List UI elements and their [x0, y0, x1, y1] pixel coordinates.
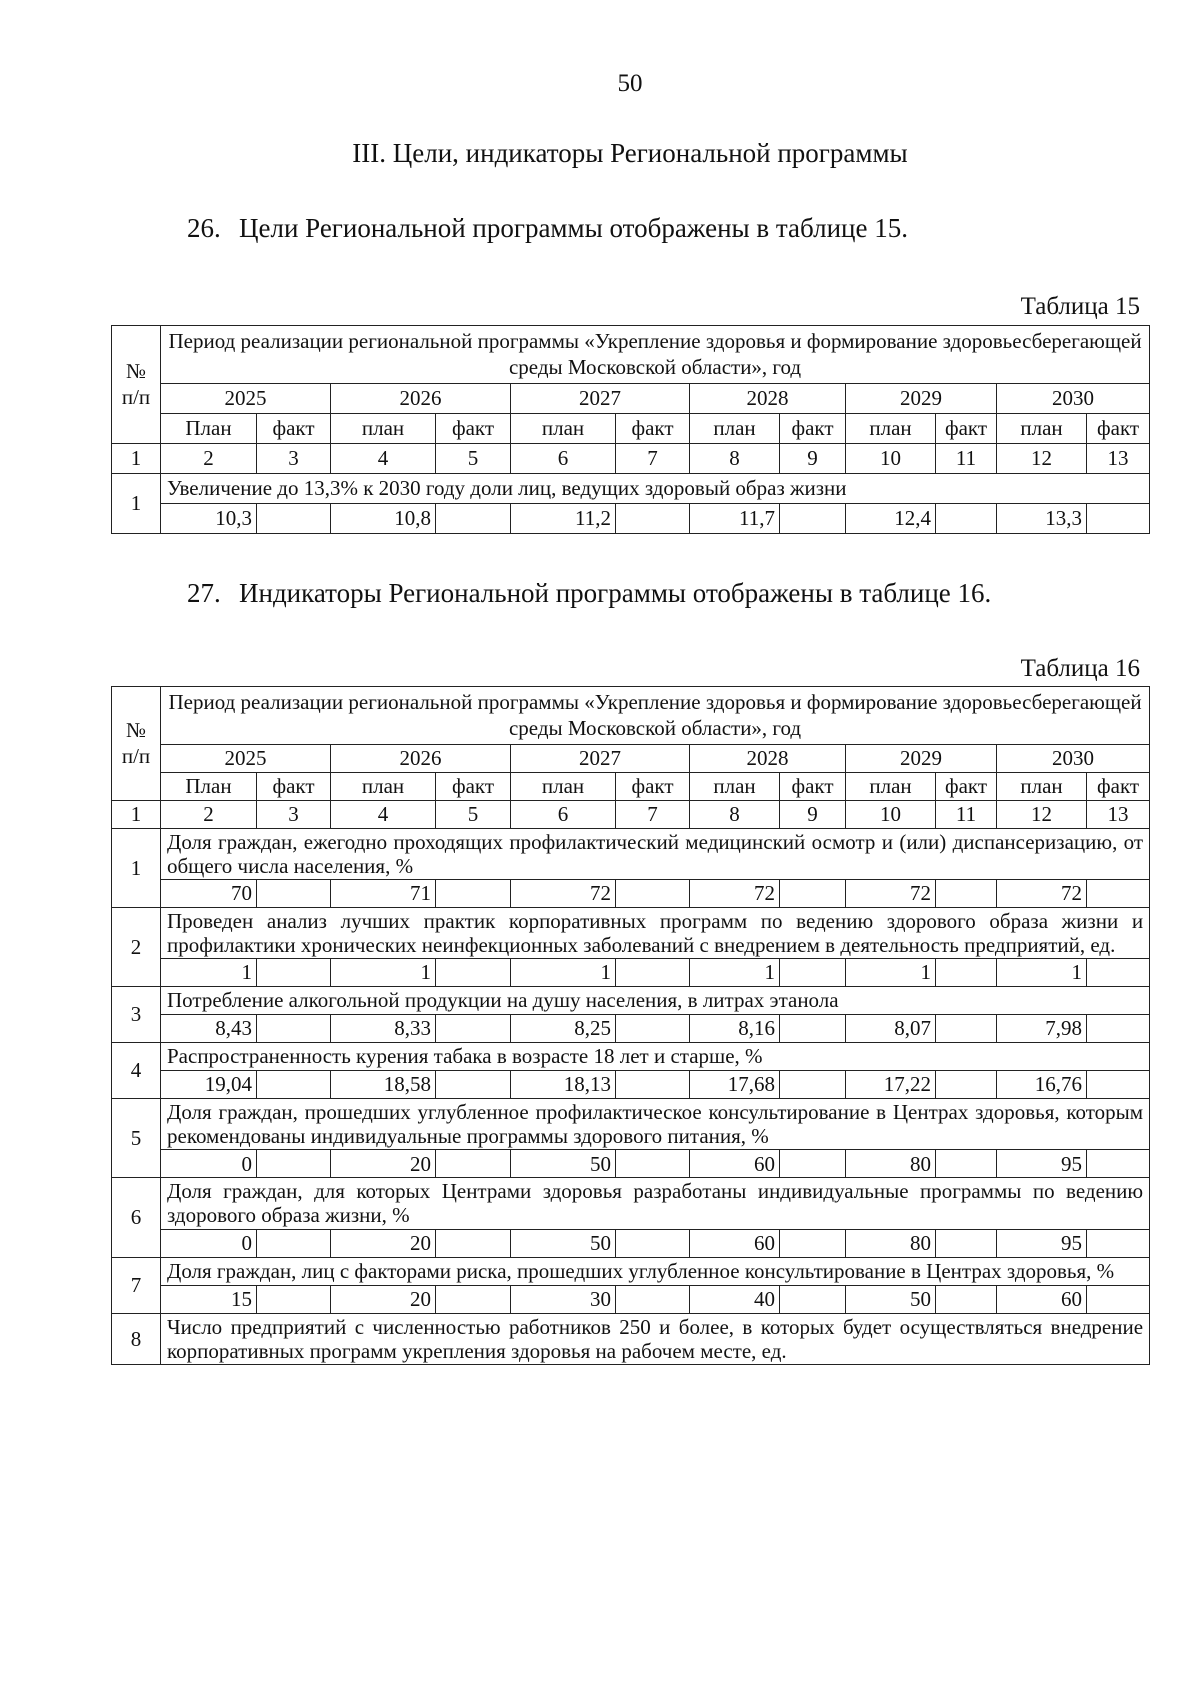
value-cell: 60: [997, 1285, 1087, 1313]
value-cell: [936, 959, 997, 987]
paragraph-number: 27.: [187, 578, 221, 608]
value-cell: [257, 879, 331, 907]
plan-fact-header: план: [846, 413, 936, 443]
plan-fact-header: факт: [936, 413, 997, 443]
plan-fact-header: факт: [436, 772, 511, 800]
column-number: 12: [997, 443, 1087, 473]
value-cell: 60: [690, 1229, 780, 1257]
value-cell: [780, 1150, 846, 1178]
value-cell: [257, 1071, 331, 1099]
column-number: 8: [690, 443, 780, 473]
plan-fact-header: План: [161, 772, 257, 800]
value-cell: 8,25: [511, 1015, 616, 1043]
value-cell: 10,8: [331, 503, 436, 533]
indicator-text: Число предприятий с численностью работников 250 и более, в которых будет осуществляться внедрение корпоративных программ укрепления здоровья на рабочем месте, ед.: [161, 1313, 1150, 1364]
value-cell: [616, 959, 690, 987]
plan-fact-header: план: [846, 772, 936, 800]
years-row: [112, 744, 1150, 772]
plan-fact-header: план: [690, 772, 780, 800]
row-number: 5: [112, 1099, 161, 1178]
paragraph-27: [187, 578, 991, 609]
value-cell: 72: [511, 879, 616, 907]
value-cell: 7,98: [997, 1015, 1087, 1043]
column-number: 7: [616, 443, 690, 473]
paragraph-text: Цели Региональной программы отображены в таблице 15.: [239, 213, 908, 243]
value-cell: [436, 503, 511, 533]
value-cell: 72: [690, 879, 780, 907]
value-cell: 0: [161, 1229, 257, 1257]
column-number: 2: [161, 800, 257, 828]
plan-fact-header: План: [161, 413, 257, 443]
column-number: 5: [436, 443, 511, 473]
value-cell: [780, 1229, 846, 1257]
value-cell: [1087, 1285, 1150, 1313]
indicator-text: Проведен анализ лучших практик корпоративных программ по ведению здорового образа жизни и профилактики хронических неинфекционных заболеваний с внедрением в деятельность предприятий, ед.: [161, 907, 1150, 958]
value-cell: [436, 1285, 511, 1313]
column-number: 4: [331, 443, 436, 473]
indicator-row: [112, 473, 1150, 503]
header-row: [112, 326, 1150, 384]
value-cell: [936, 503, 997, 533]
value-cell: [1087, 1150, 1150, 1178]
column-number: 3: [257, 443, 331, 473]
column-number: 13: [1087, 800, 1150, 828]
value-cell: [936, 1285, 997, 1313]
period-header: Период реализации региональной программы «Укрепление здоровья и формирование здоровьесберегающей среды Московской области», год: [161, 687, 1150, 745]
column-number: 10: [846, 800, 936, 828]
indicator-text: Потребление алкогольной продукции на душу населения, в литрах этанола: [161, 987, 1150, 1015]
row-number: 8: [112, 1313, 161, 1364]
value-cell: 11,2: [511, 503, 616, 533]
values-row: [112, 1229, 1150, 1257]
year-header: 2030: [997, 383, 1150, 413]
value-cell: 70: [161, 879, 257, 907]
plan-fact-header: план: [511, 413, 616, 443]
value-cell: 0: [161, 1150, 257, 1178]
column-number: 3: [257, 800, 331, 828]
value-cell: 10,3: [161, 503, 257, 533]
value-cell: 8,43: [161, 1015, 257, 1043]
value-cell: [616, 1071, 690, 1099]
row-number: 3: [112, 987, 161, 1043]
plan-fact-header: факт: [780, 772, 846, 800]
value-cell: 17,68: [690, 1071, 780, 1099]
value-cell: [780, 503, 846, 533]
year-header: 2028: [690, 744, 846, 772]
column-number: 6: [511, 443, 616, 473]
value-cell: 20: [331, 1150, 436, 1178]
indicator-text: Доля граждан, для которых Центрами здоровья разработаны индивидуальные программы по ведению здорового образа жизни, %: [161, 1178, 1150, 1229]
year-header: 2029: [846, 383, 997, 413]
column-number: 13: [1087, 443, 1150, 473]
indicator-text: Доля граждан, прошедших углубленное профилактическое консультирование в Центрах здоровья, которым рекомендованы индивидуальные программы здорового питания, %: [161, 1099, 1150, 1150]
value-cell: 15: [161, 1285, 257, 1313]
value-cell: 16,76: [997, 1071, 1087, 1099]
paragraph-text: Индикаторы Региональной программы отображены в таблице 16.: [239, 578, 992, 608]
indicator-row: [112, 1313, 1150, 1364]
value-cell: 8,33: [331, 1015, 436, 1043]
value-cell: 18,13: [511, 1071, 616, 1099]
value-cell: 1: [997, 959, 1087, 987]
plan-fact-header: план: [511, 772, 616, 800]
value-cell: [257, 1229, 331, 1257]
column-number: 12: [997, 800, 1087, 828]
value-cell: 1: [511, 959, 616, 987]
column-number: 2: [161, 443, 257, 473]
plan-fact-header: факт: [257, 772, 331, 800]
value-cell: 71: [331, 879, 436, 907]
value-cell: 12,4: [846, 503, 936, 533]
row-number: 2: [112, 907, 161, 986]
value-cell: [616, 503, 690, 533]
value-cell: 80: [846, 1229, 936, 1257]
values-row: [112, 959, 1150, 987]
indicator-row: [112, 1099, 1150, 1150]
indicator-text: Доля граждан, лиц с факторами риска, прошедших углубленное консультирование в Центрах здоровья, %: [161, 1257, 1150, 1285]
row-number: 7: [112, 1257, 161, 1313]
value-cell: [1087, 503, 1150, 533]
value-cell: [436, 1150, 511, 1178]
period-header: Период реализации региональной программы «Укрепление здоровья и формирование здоровьесберегающей среды Московской области», год: [161, 326, 1150, 384]
row-number: 6: [112, 1178, 161, 1257]
value-cell: [616, 1285, 690, 1313]
plan-fact-header: план: [997, 413, 1087, 443]
table-16: [111, 686, 1150, 1365]
value-cell: [436, 1229, 511, 1257]
value-cell: [936, 1015, 997, 1043]
values-row: [112, 1285, 1150, 1313]
value-cell: 11,7: [690, 503, 780, 533]
plan-fact-header: план: [331, 413, 436, 443]
value-cell: [1087, 959, 1150, 987]
table-16-caption: Таблица 16: [1020, 655, 1140, 682]
indicator-row: [112, 1257, 1150, 1285]
row-number: 4: [112, 1043, 161, 1099]
plan-fact-header: факт: [616, 772, 690, 800]
row-number: 1: [112, 828, 161, 907]
number-header: № п/п: [112, 326, 161, 444]
year-header: 2025: [161, 744, 331, 772]
value-cell: 17,22: [846, 1071, 936, 1099]
value-cell: 1: [690, 959, 780, 987]
value-cell: 1: [331, 959, 436, 987]
value-cell: [257, 959, 331, 987]
value-cell: 50: [511, 1229, 616, 1257]
value-cell: [936, 1150, 997, 1178]
value-cell: 19,04: [161, 1071, 257, 1099]
plan-fact-header: факт: [1087, 772, 1150, 800]
value-cell: [616, 1150, 690, 1178]
year-header: 2027: [511, 383, 690, 413]
value-cell: [257, 1150, 331, 1178]
year-header: 2026: [331, 744, 511, 772]
value-cell: [780, 959, 846, 987]
column-numbers-row: [112, 800, 1150, 828]
table-15-caption: Таблица 15: [1020, 293, 1140, 320]
plan-fact-header: факт: [936, 772, 997, 800]
header-row: [112, 687, 1150, 745]
section-heading: III. Цели, индикаторы Региональной программы: [352, 138, 908, 168]
value-cell: 8,07: [846, 1015, 936, 1043]
value-cell: 72: [846, 879, 936, 907]
column-number: 4: [331, 800, 436, 828]
year-header: 2030: [997, 744, 1150, 772]
value-cell: 95: [997, 1229, 1087, 1257]
value-cell: 1: [846, 959, 936, 987]
value-cell: 50: [511, 1150, 616, 1178]
column-number: 10: [846, 443, 936, 473]
values-row: [112, 1150, 1150, 1178]
plan-fact-row: [112, 772, 1150, 800]
value-cell: 20: [331, 1285, 436, 1313]
column-number: 9: [780, 800, 846, 828]
paragraph-number: 26.: [187, 213, 221, 243]
value-cell: [936, 1229, 997, 1257]
indicator-row: [112, 1178, 1150, 1229]
number-header: № п/п: [112, 687, 161, 801]
value-cell: 18,58: [331, 1071, 436, 1099]
column-numbers-row: [112, 443, 1150, 473]
value-cell: 80: [846, 1150, 936, 1178]
indicator-row: [112, 1043, 1150, 1071]
column-number: 11: [936, 443, 997, 473]
value-cell: 40: [690, 1285, 780, 1313]
value-cell: [436, 1015, 511, 1043]
value-cell: 1: [161, 959, 257, 987]
value-cell: [1087, 1229, 1150, 1257]
indicator-text: Увеличение до 13,3% к 2030 году доли лиц, ведущих здоровый образ жизни: [161, 473, 1150, 503]
column-number: 7: [616, 800, 690, 828]
value-cell: 20: [331, 1229, 436, 1257]
column-number: 1: [112, 800, 161, 828]
value-cell: [257, 1285, 331, 1313]
page-number: 50: [617, 70, 643, 97]
value-cell: 72: [997, 879, 1087, 907]
value-cell: [257, 503, 331, 533]
plan-fact-row: [112, 413, 1150, 443]
row-number: 1: [112, 473, 161, 533]
paragraph-26: [187, 213, 908, 244]
value-cell: 95: [997, 1150, 1087, 1178]
plan-fact-header: факт: [1087, 413, 1150, 443]
year-header: 2026: [331, 383, 511, 413]
values-row: [112, 879, 1150, 907]
value-cell: 30: [511, 1285, 616, 1313]
value-cell: [936, 879, 997, 907]
value-cell: [1087, 879, 1150, 907]
value-cell: [257, 1015, 331, 1043]
year-header: 2029: [846, 744, 997, 772]
value-cell: [936, 1071, 997, 1099]
value-cell: 60: [690, 1150, 780, 1178]
indicator-text: Доля граждан, ежегодно проходящих профилактический медицинский осмотр и (или) диспансеризацию, от общего числа населения, %: [161, 828, 1150, 879]
value-cell: [1087, 1015, 1150, 1043]
value-cell: [1087, 1071, 1150, 1099]
column-number: 1: [112, 443, 161, 473]
value-cell: [780, 1071, 846, 1099]
value-cell: [616, 1229, 690, 1257]
plan-fact-header: план: [331, 772, 436, 800]
column-number: 11: [936, 800, 997, 828]
plan-fact-header: факт: [257, 413, 331, 443]
value-cell: 50: [846, 1285, 936, 1313]
table-15: [111, 325, 1150, 534]
value-cell: [780, 1015, 846, 1043]
indicator-row: [112, 987, 1150, 1015]
plan-fact-header: факт: [780, 413, 846, 443]
plan-fact-header: план: [997, 772, 1087, 800]
year-header: 2027: [511, 744, 690, 772]
year-header: 2025: [161, 383, 331, 413]
plan-fact-header: факт: [616, 413, 690, 443]
indicator-row: [112, 828, 1150, 879]
plan-fact-header: факт: [436, 413, 511, 443]
year-header: 2028: [690, 383, 846, 413]
column-number: 8: [690, 800, 780, 828]
value-cell: [436, 959, 511, 987]
indicator-row: [112, 907, 1150, 958]
value-cell: [436, 879, 511, 907]
value-cell: [780, 1285, 846, 1313]
value-cell: [616, 1015, 690, 1043]
value-cell: [780, 879, 846, 907]
plan-fact-header: план: [690, 413, 780, 443]
value-cell: 13,3: [997, 503, 1087, 533]
years-row: [112, 383, 1150, 413]
values-row: [112, 1015, 1150, 1043]
column-number: 9: [780, 443, 846, 473]
value-cell: [616, 879, 690, 907]
indicator-text: Распространенность курения табака в возрасте 18 лет и старше, %: [161, 1043, 1150, 1071]
column-number: 5: [436, 800, 511, 828]
column-number: 6: [511, 800, 616, 828]
values-row: [112, 1071, 1150, 1099]
value-cell: [436, 1071, 511, 1099]
value-cell: 8,16: [690, 1015, 780, 1043]
values-row: [112, 503, 1150, 533]
